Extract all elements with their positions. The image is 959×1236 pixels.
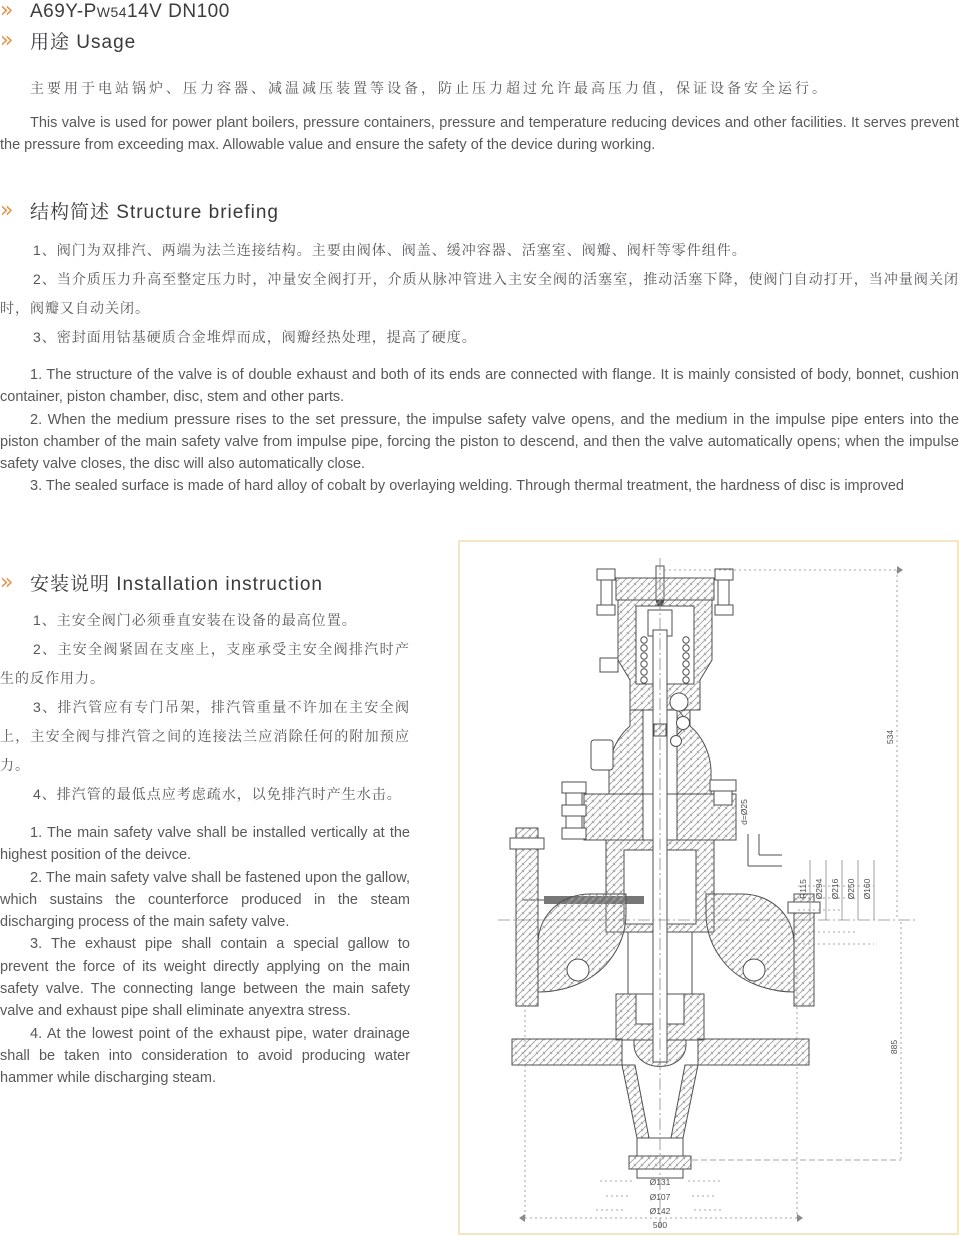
page-title (30, 0, 230, 24)
structure-cn-item: 1、阀门为双排汽、两端为法兰连接结构。主要由阀体、阀盖、缓冲容器、活塞室、阀瓣、阀杆等零件组件。 (33, 242, 747, 258)
structure-cn-item: 3、密封面用钴基硬质合金堆焊而成，阀瓣经热处理，提高了硬度。 (33, 329, 477, 345)
model-subscript: W54 (96, 4, 128, 20)
installation-cn-item: 3、排汽管应有专门吊架，排汽管重量不许加在主安全阀上，主安全阀与排汽管之间的连接法兰应消除任何的附加预应力。 (0, 699, 410, 773)
dim-radial: Ø294 (814, 878, 824, 900)
installation-heading-row (0, 572, 323, 598)
installation-cn-item: 2、主安全阀紧固在支座上，支座承受主安全阀排汽时产生的反作用力。 (0, 641, 410, 686)
dim-bottom: Ø142 (649, 1206, 671, 1216)
structure-heading: 结构简述 Structure briefing (30, 202, 279, 223)
installation-heading: 安装说明 Installation instruction (30, 574, 323, 595)
installation-en-item: 3. The exhaust pipe shall contain a special gallow to prevent the force of its weight directly applying on the main safety valve. The connecting lange between the main safety valve and exhaust pipe shall eliminate anyextra stress. (0, 936, 410, 1020)
structure-cn-list (0, 236, 959, 352)
usage-heading-row (0, 30, 136, 56)
dim-radial: Ø160 (862, 878, 872, 900)
structure-en-item: 3. The sealed surface is made of hard alloy of cobalt by overlaying welding. Through thermal treatment, the hardness of disc is improved (30, 478, 904, 495)
structure-en-item: 2. When the medium pressure rises to the set pressure, the impulse safety valve opens, and the medium in the impulse pipe enters into the piston chamber of the main safety valve from impulse pipe, forcing the piston to descend, and then the valve automatically opens; when the impulse safety valve closes, the disc will also automatically close. (0, 411, 959, 473)
structure-heading-row (0, 200, 279, 226)
usage-en-paragraph: This valve is used for power plant boilers, pressure containers, pressure and temperature reducing devices and other facilities. It serves prevent the pressure from exceeding max. Allowable value and ensure the safety of the device during working. (0, 115, 959, 154)
valve-drawing-panel (458, 540, 959, 1235)
installation-cn-list (0, 606, 410, 809)
model-suffix: 14V DN100 (127, 1, 230, 22)
chevron-icon: » (0, 198, 12, 223)
dim-pipe-bore: d=Ø25 (739, 799, 749, 825)
chevron-icon: » (0, 0, 12, 23)
installation-cn-item: 4、排汽管的最低点应考虑疏水，以免排汽时产生水击。 (33, 786, 402, 802)
installation-cn-item: 1、主安全阀门必须垂直安装在设备的最高位置。 (33, 612, 357, 628)
usage-heading: 用途 Usage (30, 32, 137, 53)
dim-bottom: Ø107 (649, 1192, 671, 1202)
structure-en-list (0, 364, 959, 498)
installation-en-item: 4. At the lowest point of the exhaust pipe, water drainage shall be taken into consideration to avoid producing water hammer while discharging steam. (0, 1025, 410, 1087)
structure-cn-item: 2、当介质压力升高至整定压力时，冲量安全阀打开，介质从脉冲管进入主安全阀的活塞室，推动活塞下降，使阀门自动打开，当冲量阀关闭时，阀瓣又自动关闭。 (0, 271, 959, 316)
usage-cn-paragraph: 主要用于电站锅炉、压力容器、减温减压装置等设备，防止压力超过允许最高压力值，保证设备安全运行。 (30, 80, 829, 96)
structure-en-item: 1. The structure of the valve is of double exhaust and both of its ends are connected with flange. It is mainly consisted of body, bonnet, cushion container, piston chamber, disc, stem and other parts. (0, 367, 959, 406)
page-title-row (0, 0, 230, 24)
dim-overall-width: 500 (652, 1220, 668, 1230)
dim-radial: R115 (798, 879, 808, 899)
chevron-icon: » (0, 28, 12, 53)
model-prefix: A69Y-P (30, 1, 97, 22)
valve-body-group (510, 566, 820, 1178)
dim-radial: Ø250 (846, 878, 856, 900)
valve-cross-section-drawing (460, 542, 957, 1233)
installation-en-item: 2. The main safety valve shall be fastened upon the gallow, which sustains the counterforce produced in the steam discharging process of the main safety valve. (0, 869, 410, 931)
dim-height-upper: 534 (885, 729, 895, 745)
installation-en-item: 1. The main safety valve shall be installed vertically at the highest position of the deivce. (0, 825, 410, 864)
chevron-icon: » (0, 570, 12, 595)
dim-height-lower: 885 (889, 1039, 899, 1055)
installation-en-list (0, 822, 410, 1090)
dim-radial: Ø216 (830, 878, 840, 900)
dim-bottom: Ø131 (649, 1177, 671, 1187)
